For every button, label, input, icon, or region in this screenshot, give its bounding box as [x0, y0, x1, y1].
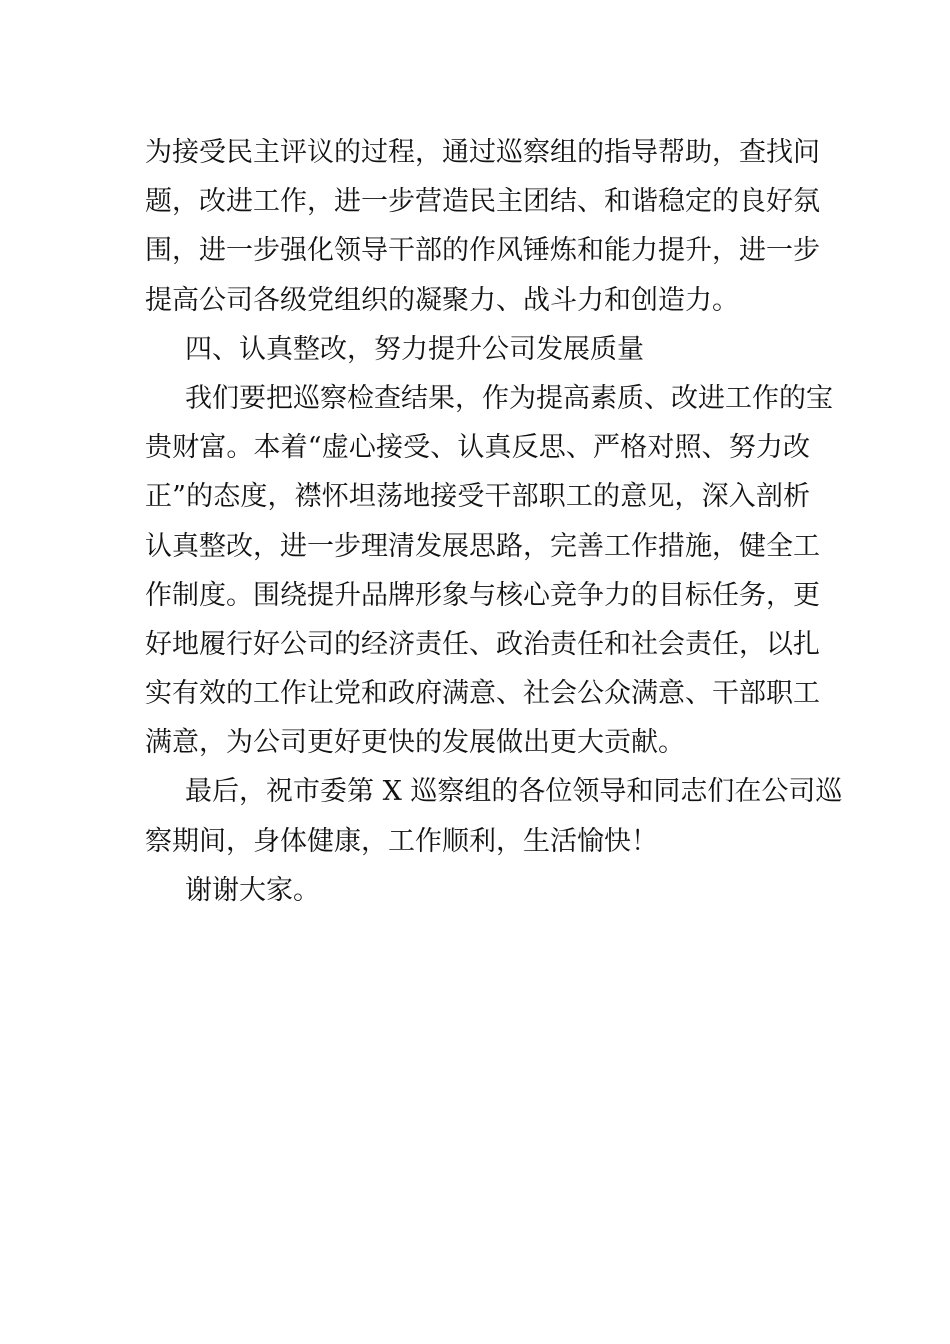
text-line: 正”的态度，襟怀坦荡地接受干部职工的意见，深入剖析	[145, 481, 810, 513]
text-line: 我们要把巡察检查结果，作为提高素质、改进工作的宝	[185, 382, 833, 414]
text-line: 满意，为公司更好更快的发展做出更大贡献。	[145, 727, 685, 759]
text-line: 认真整改，进一步理清发展思路，完善工作措施，健全工	[145, 530, 820, 562]
text-line: 贵财富。本着“虚心接受、认真反思、严格对照、努力改	[145, 432, 810, 464]
text-line: 察期间，身体健康，工作顺利，生活愉快！	[145, 825, 658, 857]
text-line: 题，改进工作，进一步营造民主团结、和谐稳定的良好氛	[145, 186, 820, 218]
text-line: 作制度。围绕提升品牌形象与核心竞争力的目标任务，更	[145, 579, 820, 611]
text-line: 提高公司各级党组织的凝聚力、战斗力和创造力。	[145, 284, 739, 316]
text-line: 围，进一步强化领导干部的作风锤炼和能力提升，进一步	[145, 235, 820, 267]
section-heading: 四、认真整改，努力提升公司发展质量	[185, 333, 644, 365]
text-line: 好地履行好公司的经济责任、政治责任和社会责任，以扎	[145, 628, 820, 660]
closing-line: 谢谢大家。	[185, 874, 320, 906]
text-line: 最后，祝市委第 X 巡察组的各位领导和同志们在公司巡	[185, 776, 843, 808]
text-line: 实有效的工作让党和政府满意、社会公众满意、干部职工	[145, 678, 820, 710]
body-text	[145, 128, 843, 915]
text-line: 为接受民主评议的过程，通过巡察组的指导帮助，查找问	[145, 137, 820, 168]
